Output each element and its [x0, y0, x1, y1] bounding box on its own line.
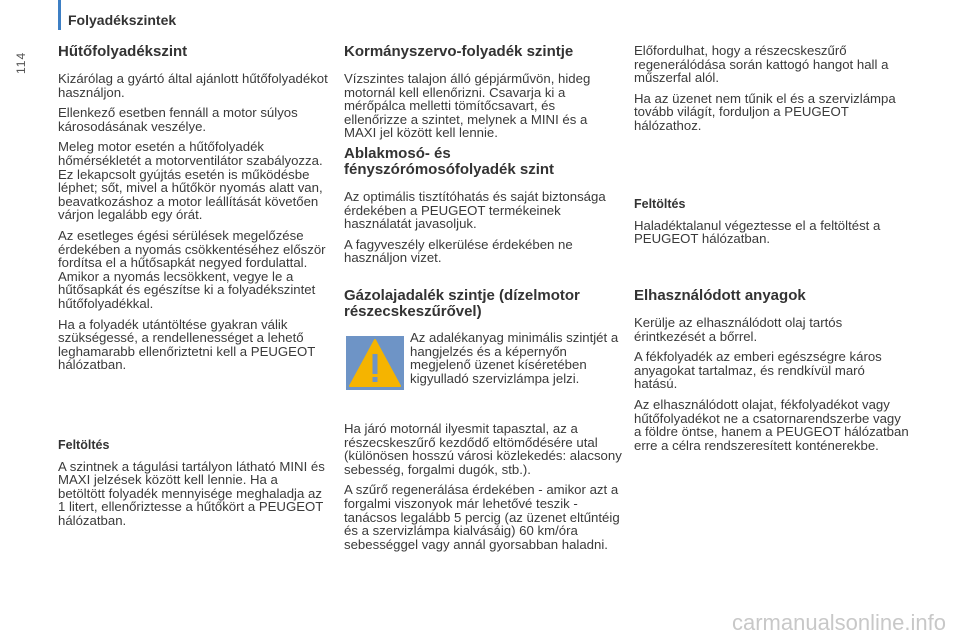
coolant-fill-heading: Feltöltés — [58, 438, 110, 452]
header-accent-bar — [58, 0, 61, 30]
steering-section — [344, 44, 620, 147]
warning-text: Az adalékanyag minimális szintjét a hangjelzés és a képernyőn megjelenő üzenet kíséretében kigyulladó szervizlámpa jelzi. — [410, 330, 619, 386]
diesel-paragraph: Ha járó motornál ilyesmit tapasztal, az a részecskeszűrő kezdődő eltömődésére utal (különösen hosszú városi közlekedés: alacsony sebesség, forgalmi dugók, stb.). — [344, 421, 622, 477]
coolant-fill-text: A szintnek a tágulási tartályon látható MINI és MAXI jelzések között kell lennie. Ha a betöltött folyadék mennyisége meghaladja az 1 litert, ellenőriztesse a hűtőkört a PEUGEOT hálózatban. — [58, 458, 325, 528]
steering-heading: Kormányszervo-folyadék szintje — [344, 43, 574, 60]
regeneration-section — [634, 44, 910, 140]
coolant-paragraph: Az esetleges égési sérülések megelőzése érdekében a nyomás csökkentéséhez először fordítsa el a hűtősapkát negyed fordulattal. Amikor a nyomás lecsökkent, vegye le a hűtősapkát és egészítse ki a folyadékszintet hűtőfolyadékkal. — [58, 227, 326, 311]
warning-triangle-icon — [346, 336, 404, 390]
used-materials-paragraph: A fékfolyadék az emberi egészségre káros anyagokat tartalmaz, és rendkívül maró hatású. — [634, 349, 882, 392]
diesel-heading-wrap — [344, 288, 620, 332]
coolant-paragraph: Ellenkező esetben fennáll a motor súlyos károsodásának veszélye. — [58, 105, 298, 134]
coolant-paragraph: Ha a folyadék utántöltése gyakran válik szükségessé, a rendellenességet a lehető leghamarabb ellenőriztetni kell a PEUGEOT hálózatban. — [58, 316, 316, 373]
diesel-heading: Gázolajadalék szintje (dízelmotor részecskeszűrővel) — [344, 287, 580, 320]
washer-heading: Ablakmosó- és fényszórómosófolyadék szint — [344, 145, 555, 178]
column-coolant — [58, 44, 330, 379]
steering-text: Vízszintes talajon álló gépjárművön, hideg motornál kell ellenőrizni. Csavarja ki a mérőpálca melletti tömítőcsavart, és ellenőrizze a szintet, melynek a MINI és a MAXI jel között kell lennie. — [344, 71, 591, 141]
coolant-paragraph: Meleg motor esetén a hűtőfolyadék hőmérsékletét a motorventilátor szabályozza. Ez lekapcsolt gyújtás esetén is működésbe léphet; sőt, mivel a hűtőkör nyomás alatt van, beavatkozáshoz a motor leállítását követően várjon legalább egy órát. — [58, 139, 323, 223]
washer-section — [344, 146, 620, 272]
used-materials-paragraph: Az elhasználódott olajat, fékfolyadékot vagy hűtőfolyadékot ne a csatornarendszerbe vagy a földre öntse, hanem a PEUGEOT hálózatban erre a célra rendszeresített konténerekbe. — [634, 396, 909, 453]
additive-fill-section — [634, 198, 910, 253]
washer-paragraph: Az optimális tisztítóhatás és saját biztonsága érdekében a PEUGEOT termékeinek használatát javasoljuk. — [344, 189, 606, 232]
washer-paragraph: A fagyveszély elkerülése érdekében ne használjon vizet. — [344, 236, 573, 266]
used-materials-section — [634, 288, 910, 459]
used-materials-heading: Elhasználódott anyagok — [634, 287, 806, 304]
diesel-paragraph: A szűrő regenerálása érdekében - amikor azt a forgalmi viszonyok már lehetővé teszik - tanácsos legalább 5 percig (az üzenet eltűntéig és a szervizlámpa kialvásáig) 60 km/óra sebességgel vagy annál gyorsabban haladni. — [344, 482, 620, 552]
page-number: 114 — [14, 51, 28, 74]
additive-fill-text: Haladéktalanul végeztesse el a feltöltést a PEUGEOT hálózatban. — [634, 217, 881, 247]
used-materials-paragraph: Kerülje az elhasználódott olaj tartós érintkezését a bőrrel. — [634, 315, 843, 344]
additive-fill-heading: Feltöltés — [634, 197, 686, 211]
coolant-fill-section — [58, 439, 326, 535]
watermark: carmanualsonline.info — [731, 610, 946, 635]
regeneration-paragraph: Előfordulhat, hogy a részecskeszűrő regenerálódása során kattogó hangot hall a műszerfal alól. — [634, 43, 889, 86]
section-title: Folyadékszintek — [68, 12, 177, 28]
warning-box — [346, 336, 404, 390]
diesel-section — [344, 422, 622, 558]
coolant-paragraph: Kizárólag a gyártó által ajánlott hűtőfolyadékot használjon. — [58, 71, 328, 100]
regeneration-paragraph: Ha az üzenet nem tűnik el és a szervizlámpa tovább világít, forduljon a PEUGEOT hálózathoz. — [634, 90, 896, 133]
coolant-heading: Hűtőfolyadékszint — [58, 43, 188, 60]
